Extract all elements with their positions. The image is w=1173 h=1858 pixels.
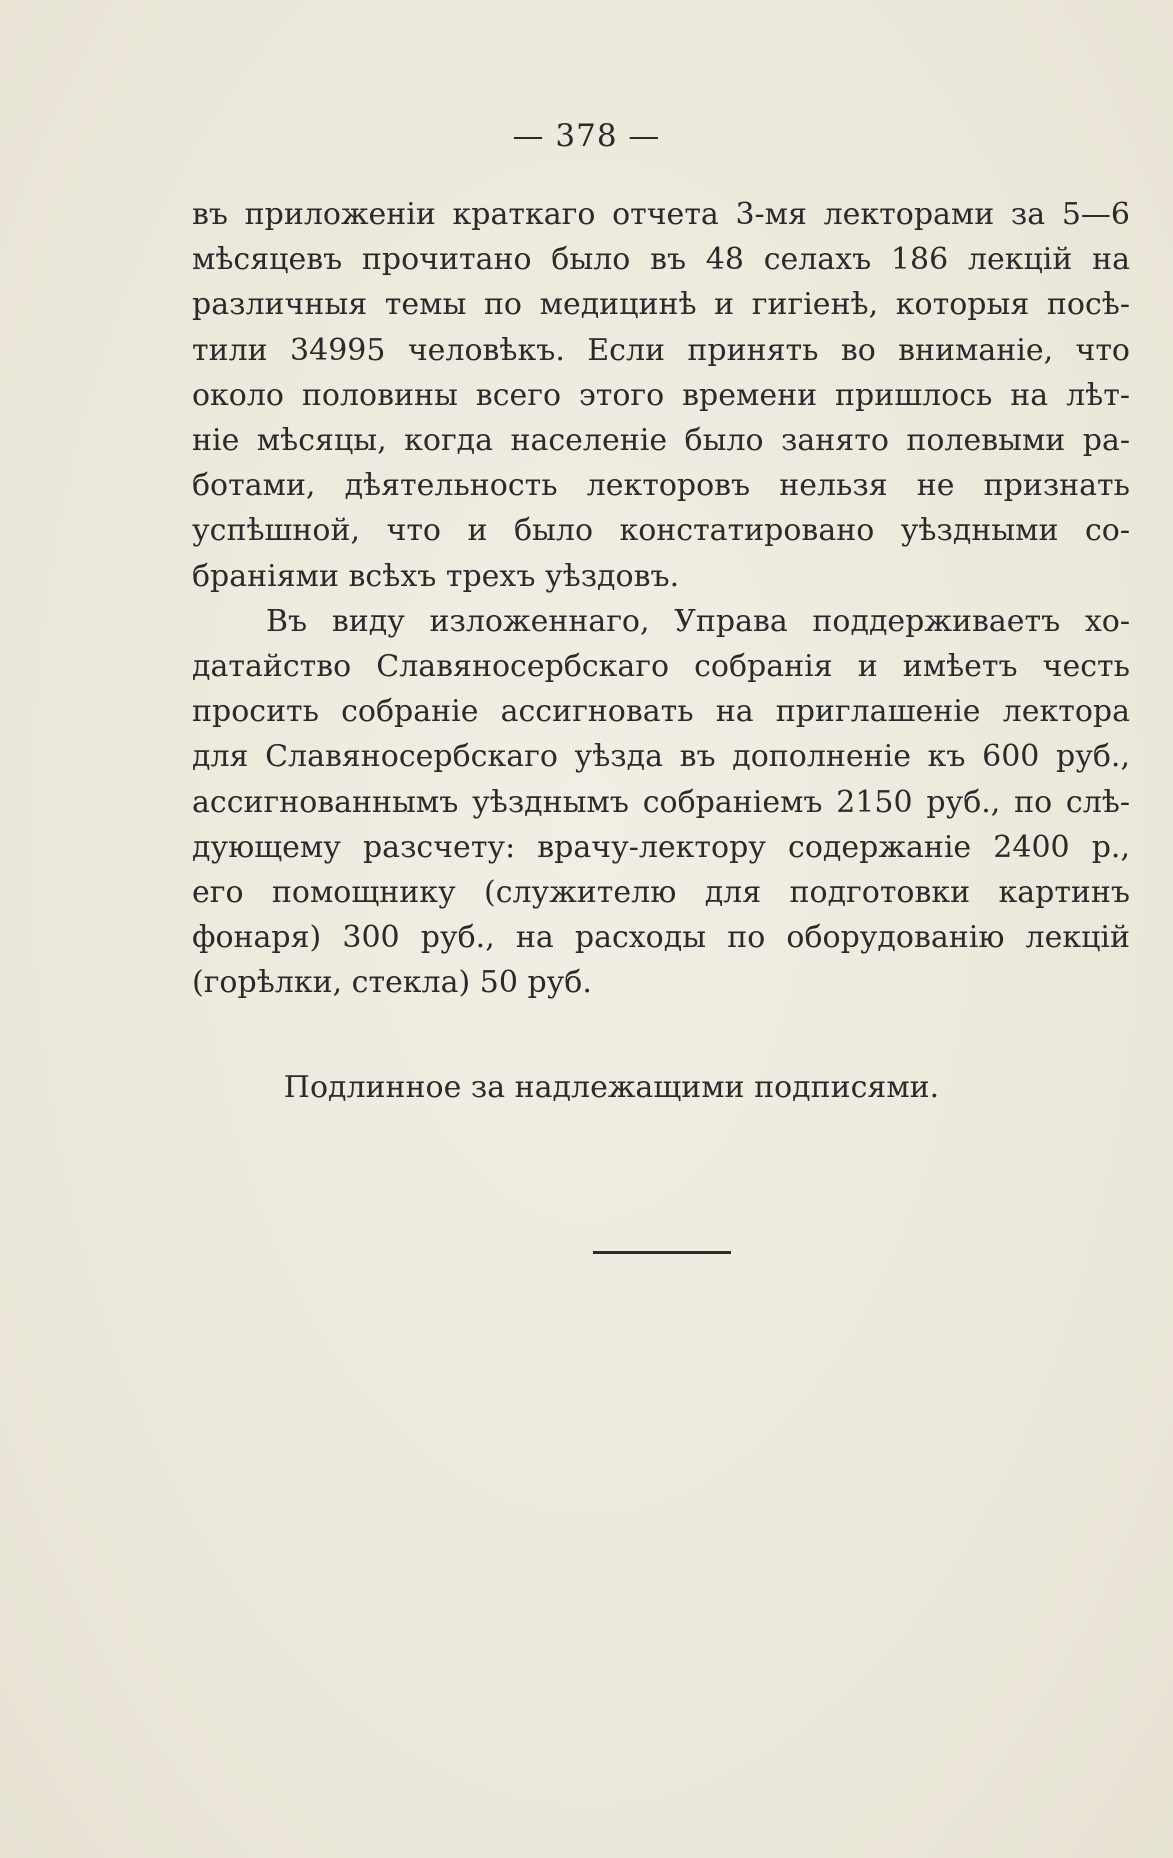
text-line: (горѣлки, стекла) 50 руб. (192, 965, 592, 1001)
divider-rule (593, 1251, 731, 1254)
text-line: ботами, дѣятельность лекторовъ нельзя не признать (192, 468, 1130, 504)
text-line: мѣсяцевъ прочитано было въ 48 селахъ 186 лекцій на (192, 242, 1130, 278)
text-line: ассигнованнымъ уѣзднымъ собраніемъ 2150 руб., по слѣ- (192, 784, 1130, 820)
text-line: дующему разсчету: врачу-лектору содержаніе 2400 р., (192, 829, 1130, 865)
body-text (192, 192, 1130, 1006)
text-line: для Славяносербскаго уѣзда въ дополненіе къ 600 руб., (192, 739, 1130, 775)
page-number: — 378 — (512, 118, 661, 154)
text-line: тили 34995 человѣкъ. Если принять во вниманіе, что (192, 332, 1130, 368)
text-line: датайство Славяносербскаго собранія и имѣетъ честь (192, 649, 1130, 685)
text-line: Въ виду изложеннаго, Управа поддерживаетъ хо- (266, 603, 1130, 639)
text-line: успѣшной, что и было констатировано уѣздными со- (192, 513, 1130, 549)
text-line: фонаря) 300 руб., на расходы по оборудованію лекцій (192, 920, 1130, 956)
text-line: его помощнику (служителю для подготовки картинъ (192, 875, 1130, 911)
text-line: просить собраніе ассигновать на приглашеніе лектора (192, 694, 1130, 730)
paragraph-2 (192, 599, 1130, 1006)
text-line: различныя темы по медицинѣ и гигіенѣ, которыя посѣ- (192, 287, 1130, 323)
paragraph-1 (192, 192, 1130, 599)
text-line: около половины всего этого времени пришлось на лѣт- (192, 377, 1130, 413)
text-line: ніе мѣсяцы, когда населеніе было занято полевыми ра- (192, 423, 1130, 459)
text-line: браніями всѣхъ трехъ уѣздовъ. (192, 558, 680, 594)
signature-line: Подлинное за надлежащими подписями. (283, 1070, 940, 1105)
text-line: въ приложеніи краткаго отчета 3-мя лекторами за 5—6 (192, 197, 1130, 232)
